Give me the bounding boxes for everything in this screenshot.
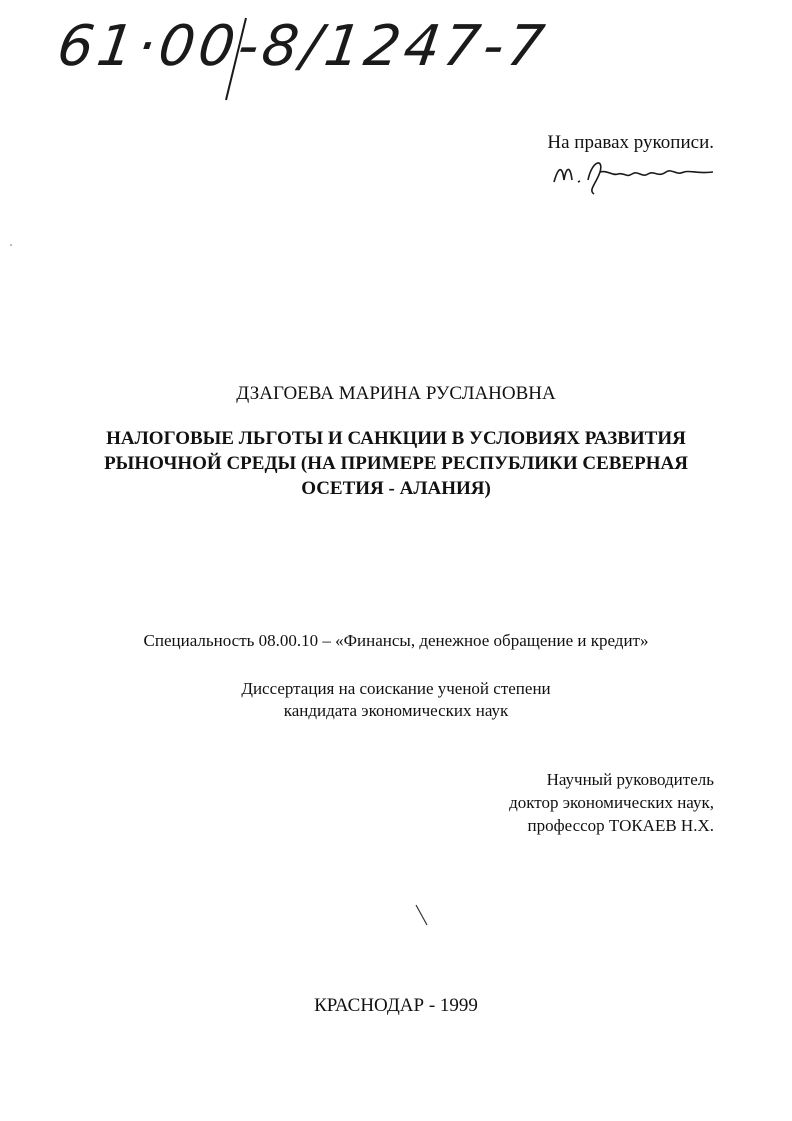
city-year: КРАСНОДАР - 1999 [314,995,478,1016]
degree-statement [0,678,792,722]
supervisor-block [509,768,714,837]
rights-note: На правах рукописи. [547,132,714,153]
signature-icon [548,150,718,198]
specialty: Специальность 08.00.10 – «Финансы, денежное обращение и кредит» [143,631,649,650]
title-line: НАЛОГОВЫЕ ЛЬГОТЫ И САНКЦИИ В УСЛОВИЯХ РАЗВИТИЯ [106,428,686,449]
title-line: РЫНОЧНОЙ СРЕДЫ (НА ПРИМЕРЕ РЕСПУБЛИКИ СЕВЕРНАЯ [104,453,688,474]
degree-line: Диссертация на соискание ученой степени [241,679,551,698]
title-line: ОСЕТИЯ - АЛАНИЯ) [301,478,491,499]
signature [548,150,718,198]
supervisor-line: профессор ТОКАЕВ Н.Х. [527,816,714,835]
pen-stroke-icon [414,903,430,927]
handwritten-slash-icon [50,8,700,108]
pen-mark [414,903,430,927]
supervisor-line: доктор экономических наук, [509,793,714,812]
dissertation-title [0,426,792,501]
handwritten-archive-code: 61·00-8/1247-7 [53,14,552,79]
degree-line: кандидата экономических наук [283,701,509,720]
author-name: ДЗАГОЕВА МАРИНА РУСЛАНОВНА [236,383,556,404]
supervisor-line: Научный руководитель [546,770,714,789]
scan-artifact [10,244,12,246]
handwritten-code-strokes [50,8,700,108]
